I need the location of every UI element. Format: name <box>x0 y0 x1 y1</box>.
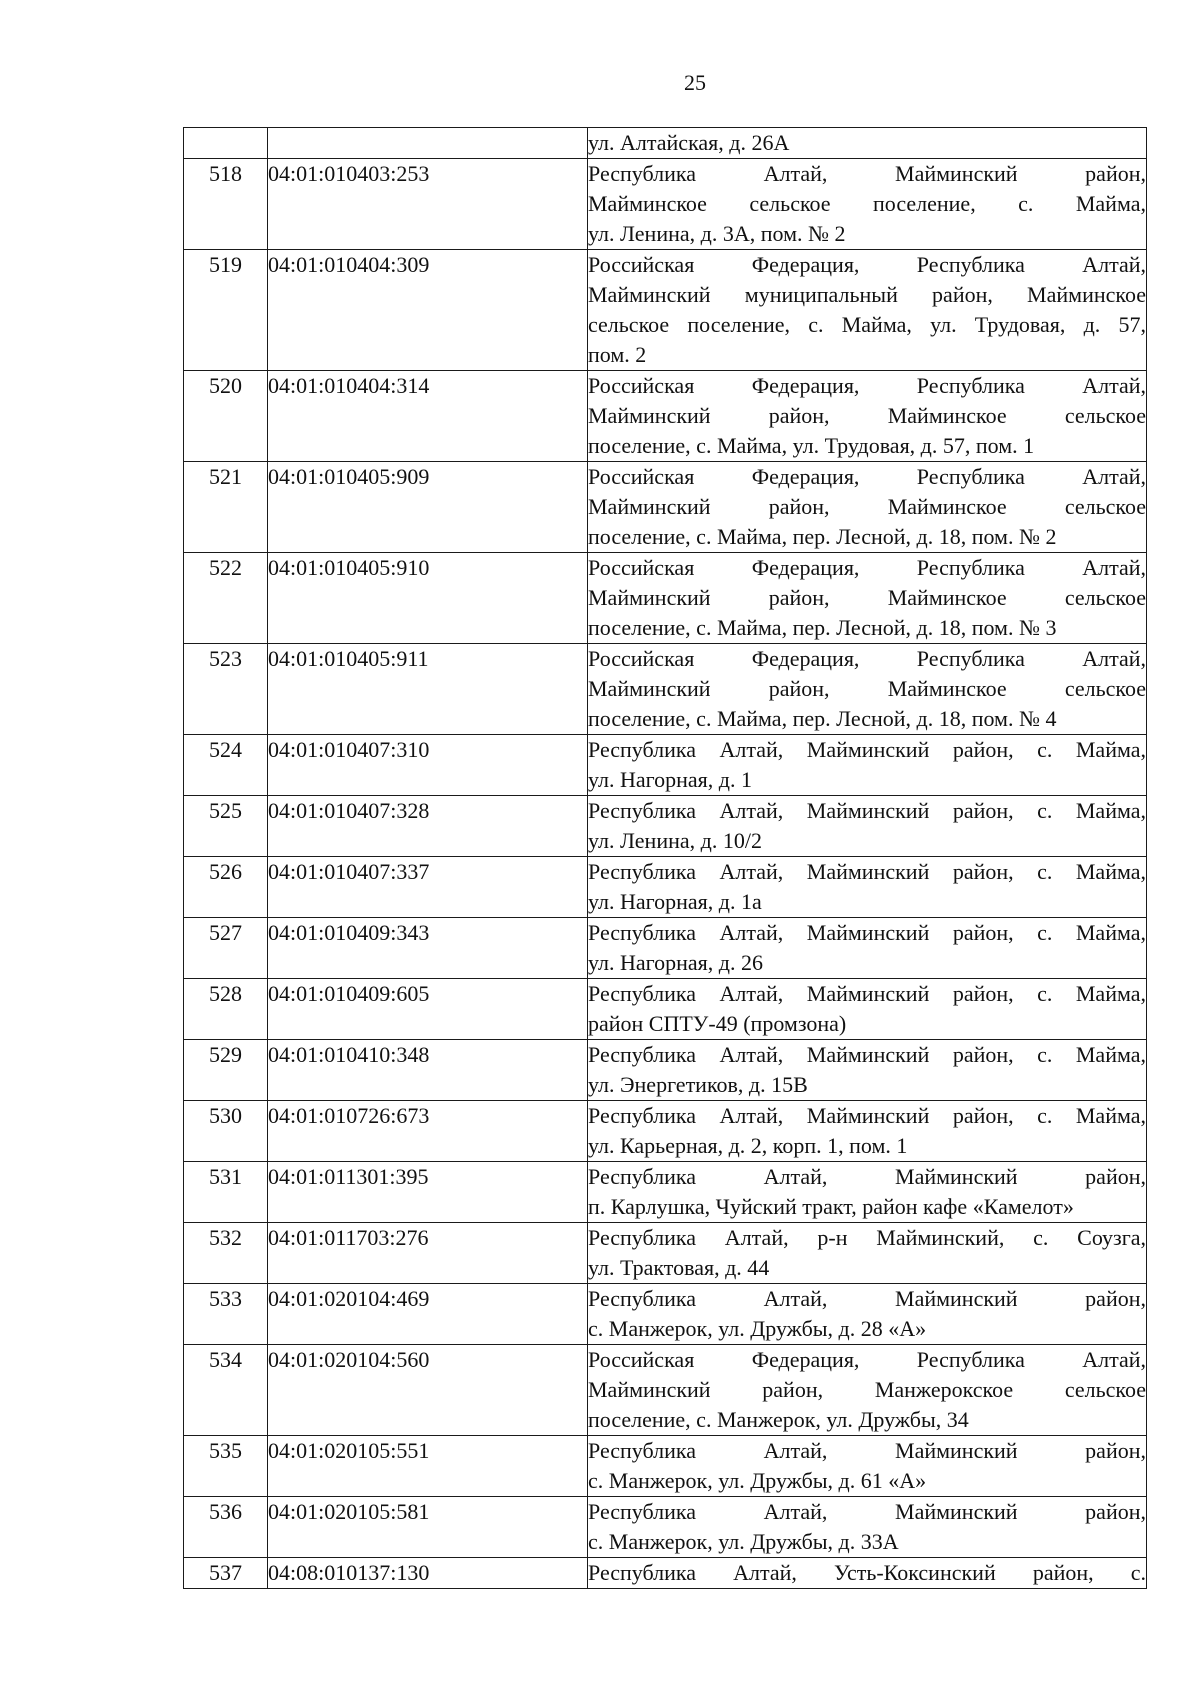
row-number: 520 <box>184 371 268 462</box>
address-line: Республика Алтай, Усть-Коксинский район, с. <box>588 1560 1146 1585</box>
table-row <box>184 1284 1147 1345</box>
address-line: ул. Алтайская, д. 26А <box>588 130 790 155</box>
table-row <box>184 128 1147 159</box>
property-table-body <box>184 128 1147 1589</box>
row-number: 535 <box>184 1436 268 1497</box>
address-line: ул. Нагорная, д. 1 <box>588 767 752 792</box>
address-cell <box>588 796 1147 857</box>
address-line: Республика Алтай, Майминский район, с. Майма, <box>588 981 1146 1006</box>
address-cell <box>588 644 1147 735</box>
address-line: ул. Ленина, д. 3А, пом. № 2 <box>588 221 846 246</box>
row-number: 531 <box>184 1162 268 1223</box>
row-number: 537 <box>184 1558 268 1589</box>
table-row <box>184 1101 1147 1162</box>
address-line: поселение, с. Майма, пер. Лесной, д. 18, пом. № 3 <box>588 615 1057 640</box>
row-number: 526 <box>184 857 268 918</box>
address-cell <box>588 159 1147 250</box>
row-number: 529 <box>184 1040 268 1101</box>
address-line: ул. Карьерная, д. 2, корп. 1, пом. 1 <box>588 1133 908 1158</box>
row-number: 522 <box>184 553 268 644</box>
address-line: поселение, с. Манжерок, ул. Дружбы, 34 <box>588 1407 969 1432</box>
address-line: п. Карлушка, Чуйский тракт, район кафе «Камелот» <box>588 1194 1074 1219</box>
address-line: Республика Алтай, Майминский район, <box>588 1438 1146 1463</box>
table-row <box>184 1223 1147 1284</box>
table-row <box>184 159 1147 250</box>
row-number: 521 <box>184 462 268 553</box>
address-line: Республика Алтай, Майминский район, <box>588 161 1146 186</box>
address-line: с. Манжерок, ул. Дружбы, д. 33А <box>588 1529 899 1554</box>
cadastral-number: 04:01:020105:551 <box>268 1436 588 1497</box>
address-line: Республика Алтай, Майминский район, <box>588 1499 1146 1524</box>
address-cell <box>588 1345 1147 1436</box>
address-cell <box>588 1040 1147 1101</box>
address-line: ул. Ленина, д. 10/2 <box>588 828 762 853</box>
cadastral-number: 04:01:010407:310 <box>268 735 588 796</box>
table-row <box>184 796 1147 857</box>
address-cell <box>588 857 1147 918</box>
address-cell <box>588 735 1147 796</box>
address-cell <box>588 553 1147 644</box>
cadastral-number <box>268 128 588 159</box>
table-row <box>184 979 1147 1040</box>
address-cell <box>588 918 1147 979</box>
table-row <box>184 1436 1147 1497</box>
address-cell <box>588 1497 1147 1558</box>
row-number: 524 <box>184 735 268 796</box>
row-number: 525 <box>184 796 268 857</box>
address-cell <box>588 1162 1147 1223</box>
cadastral-number: 04:01:010404:314 <box>268 371 588 462</box>
cadastral-number: 04:08:010137:130 <box>268 1558 588 1589</box>
cadastral-number: 04:01:010409:605 <box>268 979 588 1040</box>
table-row <box>184 250 1147 371</box>
table-row <box>184 735 1147 796</box>
cadastral-number: 04:01:020104:560 <box>268 1345 588 1436</box>
address-line: Майминское сельское поселение, с. Майма, <box>588 191 1146 216</box>
address-line: Российская Федерация, Республика Алтай, <box>588 555 1146 580</box>
address-line: Республика Алтай, Майминский район, с. Майма, <box>588 859 1146 884</box>
address-line: пом. 2 <box>588 342 647 367</box>
address-line: Республика Алтай, Майминский район, <box>588 1286 1146 1311</box>
address-line: Республика Алтай, Майминский район, <box>588 1164 1146 1189</box>
address-line: поселение, с. Майма, ул. Трудовая, д. 57, пом. 1 <box>588 433 1035 458</box>
cadastral-number: 04:01:010403:253 <box>268 159 588 250</box>
address-cell <box>588 1558 1147 1589</box>
row-number: 523 <box>184 644 268 735</box>
address-line: с. Манжерок, ул. Дружбы, д. 61 «А» <box>588 1468 927 1493</box>
cadastral-number: 04:01:010405:911 <box>268 644 588 735</box>
table-row <box>184 371 1147 462</box>
address-cell <box>588 1101 1147 1162</box>
cadastral-number: 04:01:020104:469 <box>268 1284 588 1345</box>
row-number: 528 <box>184 979 268 1040</box>
cadastral-number: 04:01:011301:395 <box>268 1162 588 1223</box>
address-cell <box>588 1223 1147 1284</box>
table-row <box>184 462 1147 553</box>
cadastral-number: 04:01:010726:673 <box>268 1101 588 1162</box>
cadastral-number: 04:01:010404:309 <box>268 250 588 371</box>
cadastral-number: 04:01:010409:343 <box>268 918 588 979</box>
row-number: 518 <box>184 159 268 250</box>
row-number: 527 <box>184 918 268 979</box>
cadastral-number: 04:01:010405:910 <box>268 553 588 644</box>
table-row <box>184 857 1147 918</box>
property-table <box>183 127 1147 1589</box>
table-row <box>184 1497 1147 1558</box>
address-line: ул. Нагорная, д. 26 <box>588 950 763 975</box>
address-line: Республика Алтай, Майминский район, с. Майма, <box>588 920 1146 945</box>
address-line: ул. Энергетиков, д. 15В <box>588 1072 808 1097</box>
address-cell <box>588 462 1147 553</box>
row-number: 536 <box>184 1497 268 1558</box>
address-line: Российская Федерация, Республика Алтай, <box>588 373 1146 398</box>
address-line: район СПТУ-49 (промзона) <box>588 1011 847 1036</box>
cadastral-number: 04:01:020105:581 <box>268 1497 588 1558</box>
row-number <box>184 128 268 159</box>
address-line: ул. Трактовая, д. 44 <box>588 1255 770 1280</box>
address-line: Российская Федерация, Республика Алтай, <box>588 252 1146 277</box>
table-row <box>184 553 1147 644</box>
address-line: Майминский район, Майминское сельское <box>588 494 1146 519</box>
address-line: Майминский муниципальный район, Майминское <box>588 282 1146 307</box>
address-cell <box>588 1436 1147 1497</box>
address-cell <box>588 371 1147 462</box>
row-number: 533 <box>184 1284 268 1345</box>
row-number: 532 <box>184 1223 268 1284</box>
page-number: 25 <box>684 70 706 95</box>
cadastral-number: 04:01:010407:337 <box>268 857 588 918</box>
cadastral-number: 04:01:010407:328 <box>268 796 588 857</box>
address-line: Майминский район, Майминское сельское <box>588 676 1146 701</box>
row-number: 534 <box>184 1345 268 1436</box>
address-line: поселение, с. Майма, пер. Лесной, д. 18, пом. № 2 <box>588 524 1057 549</box>
address-line: Республика Алтай, Майминский район, с. Майма, <box>588 798 1146 823</box>
address-line: ул. Нагорная, д. 1а <box>588 889 762 914</box>
address-line: Республика Алтай, Майминский район, с. Майма, <box>588 737 1146 762</box>
address-cell <box>588 250 1147 371</box>
cadastral-number: 04:01:010405:909 <box>268 462 588 553</box>
address-line: сельское поселение, с. Майма, ул. Трудовая, д. 57, <box>588 312 1146 337</box>
table-row <box>184 644 1147 735</box>
table-row <box>184 918 1147 979</box>
address-line: поселение, с. Майма, пер. Лесной, д. 18, пом. № 4 <box>588 706 1057 731</box>
table-row <box>184 1345 1147 1436</box>
address-cell <box>588 128 1147 159</box>
cadastral-number: 04:01:011703:276 <box>268 1223 588 1284</box>
address-line: Российская Федерация, Республика Алтай, <box>588 464 1146 489</box>
row-number: 519 <box>184 250 268 371</box>
table-row <box>184 1162 1147 1223</box>
row-number: 530 <box>184 1101 268 1162</box>
address-line: с. Манжерок, ул. Дружбы, д. 28 «А» <box>588 1316 927 1341</box>
address-line: Майминский район, Майминское сельское <box>588 403 1146 428</box>
address-line: Российская Федерация, Республика Алтай, <box>588 646 1146 671</box>
address-cell <box>588 979 1147 1040</box>
address-line: Республика Алтай, Майминский район, с. Майма, <box>588 1103 1146 1128</box>
address-line: Республика Алтай, Майминский район, с. Майма, <box>588 1042 1146 1067</box>
address-line: Майминский район, Манжерокское сельское <box>588 1377 1146 1402</box>
address-cell <box>588 1284 1147 1345</box>
table-row <box>184 1040 1147 1101</box>
address-line: Майминский район, Майминское сельское <box>588 585 1146 610</box>
table-row <box>184 1558 1147 1589</box>
address-line: Российская Федерация, Республика Алтай, <box>588 1347 1146 1372</box>
address-line: Республика Алтай, р-н Майминский, с. Соузга, <box>588 1225 1146 1250</box>
cadastral-number: 04:01:010410:348 <box>268 1040 588 1101</box>
